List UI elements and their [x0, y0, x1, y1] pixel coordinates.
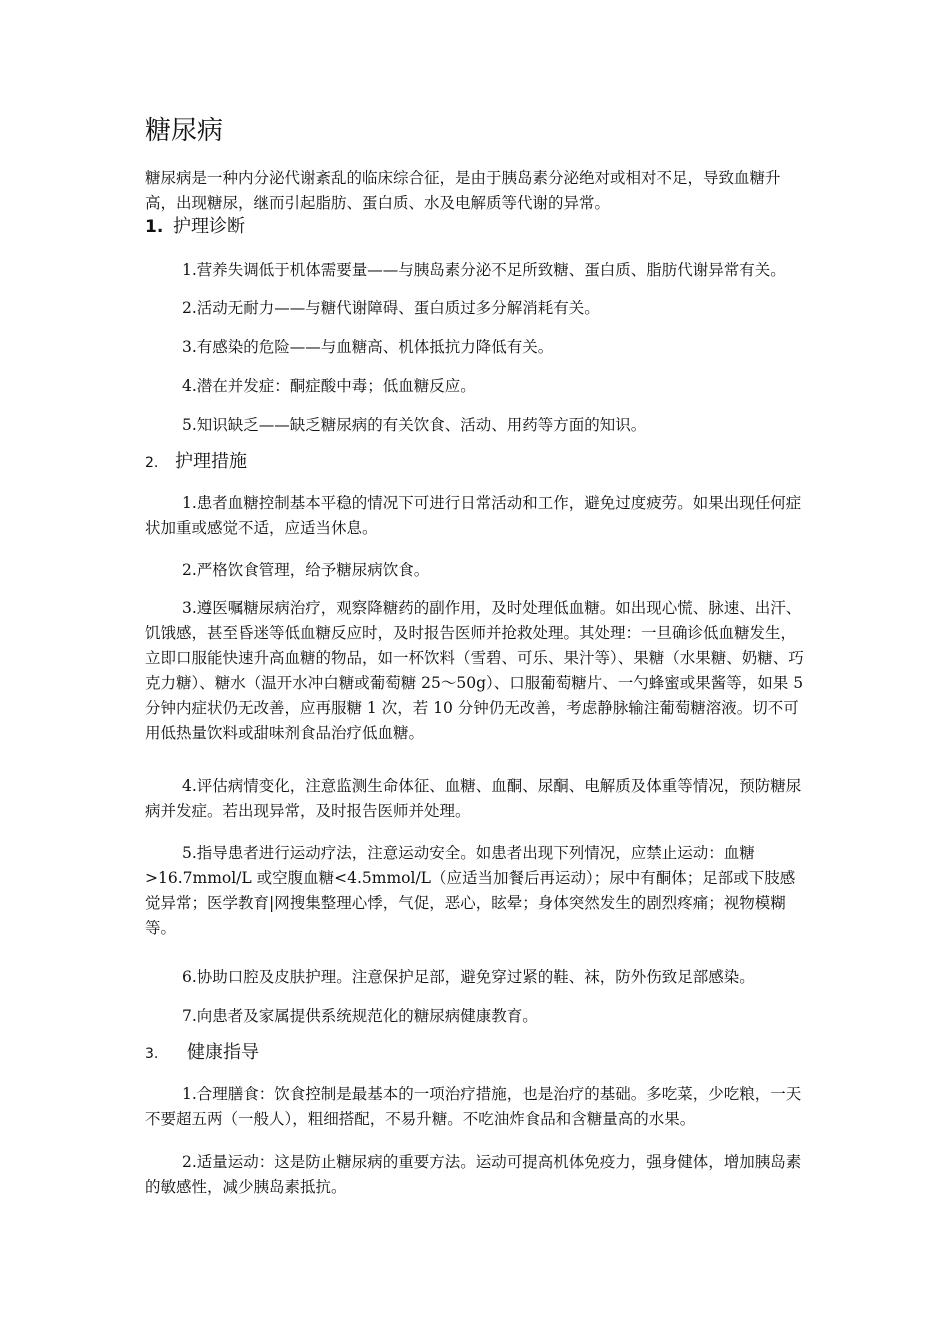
list-item: 2.严格饮食管理，给予糖尿病饮食。 [182, 561, 430, 579]
list-item: 4.潜在并发症：酮症酸中毒；低血糖反应。 [182, 377, 476, 395]
list-item: 2.适量运动：这是防止糖尿病的重要方法。运动可提高机体免疫力，强身健体，增加胰岛素的敏感性，减少胰岛素抵抗。 [145, 1153, 802, 1196]
list-item: 3.有感染的危险——与血糖高、机体抵抗力降低有关。 [182, 338, 554, 356]
intro-paragraph: 糖尿病是一种内分泌代谢紊乱的临床综合征，是由于胰岛素分泌绝对或相对不足，导致血糖升高，出现糖尿，继而引起脂肪、蛋白质、水及电解质等代谢的异常。 [145, 169, 781, 212]
list-item: 1.合理膳食：饮食控制是最基本的一项治疗措施，也是治疗的基础。多吃菜，少吃粮，一天不要超五两（一般人），粗细搭配，不易升糖。不吃油炸食品和含糖量高的水果。 [145, 1085, 802, 1128]
section-title: 护理诊断 [173, 216, 245, 237]
section-title: 护理措施 [175, 451, 247, 472]
list-item: 5.指导患者进行运动疗法，注意运动安全。如患者出现下列情况，应禁止运动：血糖>16.7mmol/L 或空腹血糖<4.5mmol/L（应适当加餐后再运动）；尿中有酮体；足部或下肢感觉异常；医学教育|网搜集整理心悸，气促，恶心，眩晕；身体突然发生的剧烈疼痛；视物模糊等。 [145, 844, 796, 937]
list-item: 5.知识缺乏——缺乏糖尿病的有关饮食、活动、用药等方面的知识。 [182, 416, 647, 434]
list-item: 7.向患者及家属提供系统规范化的糖尿病健康教育。 [182, 1007, 538, 1025]
section-title: 健康指导 [187, 1042, 259, 1063]
section-heading-nursing-measures [145, 449, 247, 476]
section-heading-nursing-diagnosis [145, 214, 245, 240]
section-number: 3. [145, 1046, 159, 1062]
page-title: 糖尿病 [145, 116, 224, 146]
list-item: 3.遵医嘱糖尿病治疗，观察降糖药的副作用，及时处理低血糖。如出现心慌、脉速、出汗、饥饿感，甚至昏迷等低血糖反应时，及时报告医师并抢救处理。其处理：一旦确诊低血糖发生，立即口服能快速升高血糖的物品，如一杯饮料（雪碧、可乐、果汁等）、果糖（水果糖、奶糖、巧克力糖）、糖水（温开水冲白糖或葡萄糖 25～50g）、口服葡萄糖片、一勺蜂蜜或果酱等，如果 5 分钟内症状仍无改善，应再服糖 1 次，若 10 分钟仍无改善，考虑静脉输注葡萄糖溶液。切不可用低热量饮料或甜味剂食品治疗低血糖。 [145, 599, 804, 742]
list-item: 6.协助口腔及皮肤护理。注意保护足部，避免穿过紧的鞋、袜，防外伤致足部感染。 [182, 968, 755, 986]
section-number: 1. [145, 217, 164, 237]
section-heading-health-guidance [145, 1040, 259, 1067]
list-item: 1.患者血糖控制基本平稳的情况下可进行日常活动和工作，避免过度疲劳。如果出现任何症状加重或感觉不适，应适当休息。 [145, 494, 802, 537]
list-item: 2.活动无耐力——与糖代谢障碍、蛋白质过多分解消耗有关。 [182, 299, 600, 317]
list-item: 4.评估病情变化，注意监测生命体征、血糖、血酮、尿酮、电解质及体重等情况，预防糖尿病并发症。若出现异常，及时报告医师并处理。 [145, 777, 802, 820]
list-item: 1.营养失调低于机体需要量——与胰岛素分泌不足所致糖、蛋白质、脂肪代谢异常有关。 [182, 261, 786, 279]
section-number: 2. [145, 455, 159, 471]
